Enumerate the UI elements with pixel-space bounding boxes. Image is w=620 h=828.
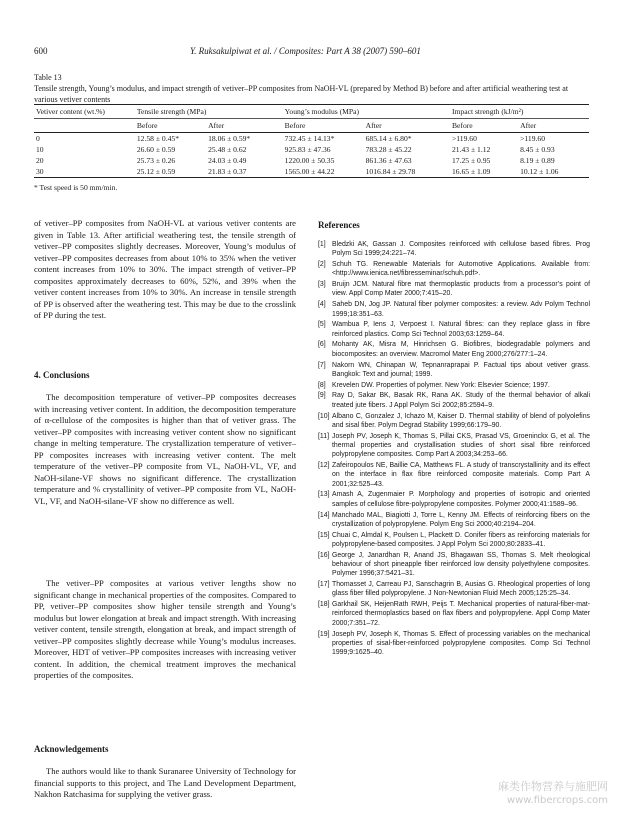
reference-item bbox=[318, 551, 590, 579]
group-header-modulus: Young’s modulus (MPa) bbox=[283, 105, 450, 119]
reference-text: Zafeiropoulos NE, Baillie CA, Matthews FL. A study of transcrystallinity and its effect on the interface in flax fibre reinforced composite materials. Comp Part A 2001;32:525–43. bbox=[332, 462, 590, 488]
table-cell: 783.28 ± 45.22 bbox=[365, 145, 412, 154]
reference-text: Krevelen DW. Properties of polymer. New York: Elsevier Science; 1997. bbox=[332, 381, 550, 389]
reference-item bbox=[318, 432, 590, 460]
watermark-url: www.fibercrops.com bbox=[506, 795, 608, 806]
reference-text: Amash A, Zugenmaier P. Morphology and properties of isotropic and oriented samples of cellulose fibre-polypropylene composites. Polymer 2000;41:1589–96. bbox=[332, 491, 590, 508]
table-cell: 12.58 ± 0.45* bbox=[136, 134, 180, 143]
reference-number: [6] bbox=[318, 341, 326, 349]
table-caption-block bbox=[34, 72, 589, 105]
sub-header-blank bbox=[34, 119, 135, 133]
reference-item bbox=[318, 391, 590, 410]
reference-item bbox=[318, 531, 590, 550]
table-cell: 25.12 ± 0.59 bbox=[135, 166, 206, 178]
reference-text: Garkhail SK, HeijenRath RWH, Peijs T. Mechanical properties of natural-fiber-mat-reinforced thermoplastics based on flax fibers and polypropylene. Appl Comp Mater 2000;7:351–72. bbox=[332, 601, 590, 627]
reference-item bbox=[318, 600, 590, 628]
sub-header: Before bbox=[450, 119, 518, 133]
reference-number: [8] bbox=[318, 381, 326, 389]
sub-header: Before bbox=[283, 119, 364, 133]
reference-item bbox=[318, 461, 590, 489]
reference-number: [17] bbox=[318, 581, 330, 589]
table-header-row bbox=[34, 105, 589, 119]
reference-text: Bruijn JCM. Natural fibre mat thermoplastic products from a processor’s point of view. Appl Comp Mater 2000;7:415–20. bbox=[332, 281, 590, 298]
reference-number: [11] bbox=[318, 432, 329, 440]
reference-number: [12] bbox=[318, 462, 330, 470]
table-cell: 25.73 ± 0.26 bbox=[136, 156, 176, 165]
references-heading: References bbox=[318, 220, 360, 230]
table-cell: >119.60 bbox=[451, 134, 477, 143]
reference-number: [7] bbox=[318, 361, 326, 369]
reference-text: Thomasset J, Carreau PJ, Sanschagrin B, Ausias G. Rheological properties of long glass fiber filled polypropylene. J Non-Newtonian Fluid Mech 2005;125:25–34. bbox=[332, 581, 590, 598]
col-header-content: Vetiver content (wt.%) bbox=[34, 105, 135, 119]
table-cell: 17.25 ± 0.95 bbox=[451, 156, 491, 165]
reference-text: Nakorn WN, Chinapan W, Tepnanraprapai P. Factual tips about vetiver grass. Bangkok: Text and journal; 1999. bbox=[332, 361, 590, 378]
table-cell: 732.45 ± 14.13* bbox=[284, 134, 335, 143]
table-cell: 24.03 ± 0.49 bbox=[208, 156, 247, 165]
reference-item bbox=[318, 630, 590, 658]
reference-list bbox=[318, 240, 590, 659]
table-caption: Tensile strength, Young’s modulus, and impact strength of vetiver–PP composites from NaOH-VL (prepared by Method B) before and after artificial weathering test at various vetiver contents bbox=[34, 84, 569, 104]
group-header-tensile: Tensile strength (MPa) bbox=[135, 105, 283, 119]
table-cell: 26.60 ± 0.59 bbox=[136, 145, 176, 154]
reference-item bbox=[318, 280, 590, 299]
reference-item bbox=[318, 260, 590, 279]
reference-text: Joseph PV, Joseph K, Thomas S. Effect of processing variables on the mechanical properties of sisal-fiber-reinforced polypropylene composites. Comp Sci Technol 1999;9:1625–40. bbox=[332, 630, 590, 657]
reference-number: [2] bbox=[318, 261, 326, 269]
page-number: 600 bbox=[34, 46, 48, 56]
reference-text: George J, Janardhan R, Anand JS, Bhagawan SS, Thomas S. Melt rheological behaviour of short pineapple fiber reinforced low density polyethylene composites. Polymer 1996;37:5421–31. bbox=[332, 551, 590, 578]
reference-number: [18] bbox=[318, 601, 330, 609]
reference-number: [1] bbox=[318, 241, 326, 248]
sub-header: Before bbox=[135, 119, 206, 133]
paragraph: The decomposition temperature of vetiver–PP composites decreases with increasing vetiver content. In addition, the decomposition temperature of α-cellulose of the composites is higher than that of vetiver grass. The vetiver–PP composites with increasing vetiver content show no significant change in melting temperature. The crystallization temperature of vetiver–PP composites increases with increasing vetiver content. The melt temperature of the vetiver–PP composite from VL, NaOH-VL, VF, and NaOH-silane-VF shows no significant difference. The crystallization temperature and % crystallinity of vetiver–PP composite from VL, NaOH-VL, VF, and NaOH-silane-VF show no difference as well. bbox=[34, 392, 296, 506]
reference-item bbox=[318, 320, 590, 339]
reference-number: [19] bbox=[318, 630, 330, 638]
acknowledgements-text bbox=[34, 766, 296, 801]
conclusions-text bbox=[34, 392, 296, 507]
table-row bbox=[34, 144, 589, 155]
table-footnote: * Test speed is 50 mm/min. bbox=[34, 183, 118, 192]
paragraph: The vetiver–PP composites at various vetiver lengths show no significant change in mechanical properties of the composites. Compared to PP, vetiver–PP composites show higher tensile strength and Young’s modulus but lower elongation at break and impact strength. With increasing vetiver content, tensile strength, elongation at break, and impact strength of vetiver–PP composites slightly decrease while Young’s modulus increases. Moreover, HDT of vetiver–PP composites increases with increasing vetiver content. In addition, the chemical treatment improves the mechanical properties of the composites. bbox=[34, 578, 296, 681]
table-cell: 8.45 ± 0.93 bbox=[520, 145, 555, 154]
reference-text: Schuh TG. Renewable Materials for Automotive Applications. Available from: <http://www.ienica.net/fibresseminar/schuh.pdf>. bbox=[332, 261, 590, 278]
reference-text: Bledzki AK, Gassan J. Composites reinforced with cellulose based fibres. Prog Polym Sci 1999;24:221–74. bbox=[332, 241, 590, 258]
table-label: Table 13 bbox=[34, 73, 62, 82]
reference-number: [15] bbox=[318, 531, 330, 539]
reference-text: Albano C, Gonzalez J, Ichazo M, Kaiser D. Thermal stability of blend of polyolefins and sisal fiber. Polym Degrad Stability 1999;66:179–90. bbox=[332, 412, 590, 429]
reference-item bbox=[318, 511, 590, 530]
table-cell: 21.83 ± 0.37 bbox=[206, 166, 283, 178]
watermark-text: 麻类作物营养与施肥网 bbox=[498, 780, 608, 793]
reference-number: [13] bbox=[318, 491, 330, 499]
table-row bbox=[34, 133, 589, 145]
reference-item bbox=[318, 580, 590, 599]
sub-header: After bbox=[518, 119, 589, 133]
reference-item bbox=[318, 412, 590, 431]
reference-item bbox=[318, 240, 590, 259]
table-subheader-row bbox=[34, 119, 589, 133]
reference-text: Manchado MAL, Biagiotti J, Torre L, Kenny JM. Effects of reinforcing fibers on the crystallization of polypropylene. Polym Eng Sci 2000;40:2194–204. bbox=[332, 511, 590, 528]
reference-number: [9] bbox=[318, 392, 326, 400]
sub-header: After bbox=[206, 119, 283, 133]
table-cell: 25.48 ± 0.62 bbox=[208, 145, 247, 154]
reference-number: [14] bbox=[318, 511, 330, 519]
body-text-left bbox=[34, 218, 296, 322]
conclusions-section bbox=[34, 370, 296, 382]
section-heading: Acknowledgements bbox=[34, 744, 109, 754]
reference-text: Mohanty AK, Misra M, Hinrichsen G. Biofibres, biodegradable polymers and biocomposites: an overview. Macromol Mater Eng 2000;276/277:1–24. bbox=[332, 341, 590, 358]
table-cell: 925.83 ± 47.36 bbox=[284, 145, 331, 154]
acknowledgements-section bbox=[34, 744, 296, 756]
reference-item bbox=[318, 381, 590, 390]
reference-text: Joseph PV, Joseph K, Thomas S, Pillai CKS, Prasad VS, Groeninckx G, et al. The thermal properties and crystallisation studies of short sisal fibre reinforced polypropylene composites. Comp Part A 2003;34:253–66. bbox=[332, 432, 590, 459]
table-cell: 1220.00 ± 50.35 bbox=[284, 156, 335, 165]
paragraph: of vetiver–PP composites from NaOH-VL at various vetiver contents are given in Table 13. After artificial weathering test, the tensile strength of vetiver–PP composites slightly decreases. Moreover, Young’s modulus of vetiver–PP composites decreases from about 10% to 35% when the vetiver content increases from 10% to 30%. The impact strength of vetiver–PP composites approximately decreases to 60%, 52%, and 39% when the vetiver content increases from 10% to 30%. An increase in tensile strength of PP is observed after the weathering test. This may be due to the crosslink of PP during the test. bbox=[34, 218, 296, 321]
reference-number: [5] bbox=[318, 321, 326, 329]
reference-text: Wambua P, Iens J, Verpoest I. Natural fibres: can they replace glass in fibre reinforced plastics. Comp Sci Technol 2003;63:1259–64. bbox=[332, 321, 590, 338]
table-cell: 0 bbox=[36, 134, 40, 143]
table-cell: 685.14 ± 6.80* bbox=[365, 134, 412, 143]
reference-number: [4] bbox=[318, 301, 326, 309]
reference-number: [3] bbox=[318, 281, 326, 289]
group-header-impact: Impact strength (kJ/m²) bbox=[450, 105, 589, 119]
reference-item bbox=[318, 340, 590, 359]
reference-text: Saheb DN, Jog JP. Natural fiber polymer composites: a review. Adv Polym Technol 1999;18:351–63. bbox=[332, 301, 590, 318]
table-cell: 10.12 ± 1.06 bbox=[518, 166, 589, 178]
table-cell: 861.36 ± 47.63 bbox=[365, 156, 412, 165]
section-heading: 4. Conclusions bbox=[34, 370, 90, 380]
table-row bbox=[34, 166, 589, 178]
table-cell: 20 bbox=[36, 156, 44, 165]
running-head: Y. Ruksakulpiwat et al. / Composites: Part A 38 (2007) 590–601 bbox=[190, 46, 421, 56]
table-cell: 1565.00 ± 44.22 bbox=[283, 166, 364, 178]
reference-item bbox=[318, 361, 590, 380]
conclusions-text-2 bbox=[34, 578, 296, 682]
sub-header: After bbox=[364, 119, 450, 133]
reference-item bbox=[318, 490, 590, 509]
table-cell: 16.65 ± 1.09 bbox=[450, 166, 518, 178]
table-cell: 1016.84 ± 29.78 bbox=[364, 166, 450, 178]
table-row bbox=[34, 155, 589, 166]
reference-number: [16] bbox=[318, 551, 330, 559]
table-cell: 30 bbox=[34, 166, 135, 178]
table-cell: >119.60 bbox=[520, 134, 545, 143]
reference-item bbox=[318, 300, 590, 319]
table-cell: 18.06 ± 0.59* bbox=[208, 134, 251, 143]
reference-text: Chuai C, Almdal K, Poulsen L, Plackett D. Conifer fibers as reinforcing materials for polypropylene-based composites. J Appl Polym Sci 2000;80:2833–41. bbox=[332, 531, 590, 548]
results-table bbox=[34, 104, 589, 178]
paragraph: The authors would like to thank Suranaree University of Technology for financial supports to this project, and The Land Development Department, Nakhon Ratchasima for supplying the vetiver grass. bbox=[34, 766, 296, 800]
table-cell: 8.19 ± 0.89 bbox=[520, 156, 555, 165]
reference-number: [10] bbox=[318, 412, 330, 420]
reference-text: Ray D, Sakar BK, Basak RK, Rana AK. Study of the thermal behavior of alkali treated jute fibers. J Appl Polym Sci 2002;85:2594–9. bbox=[332, 392, 590, 409]
table-cell: 21.43 ± 1.12 bbox=[451, 145, 491, 154]
table-cell: 10 bbox=[36, 145, 44, 154]
